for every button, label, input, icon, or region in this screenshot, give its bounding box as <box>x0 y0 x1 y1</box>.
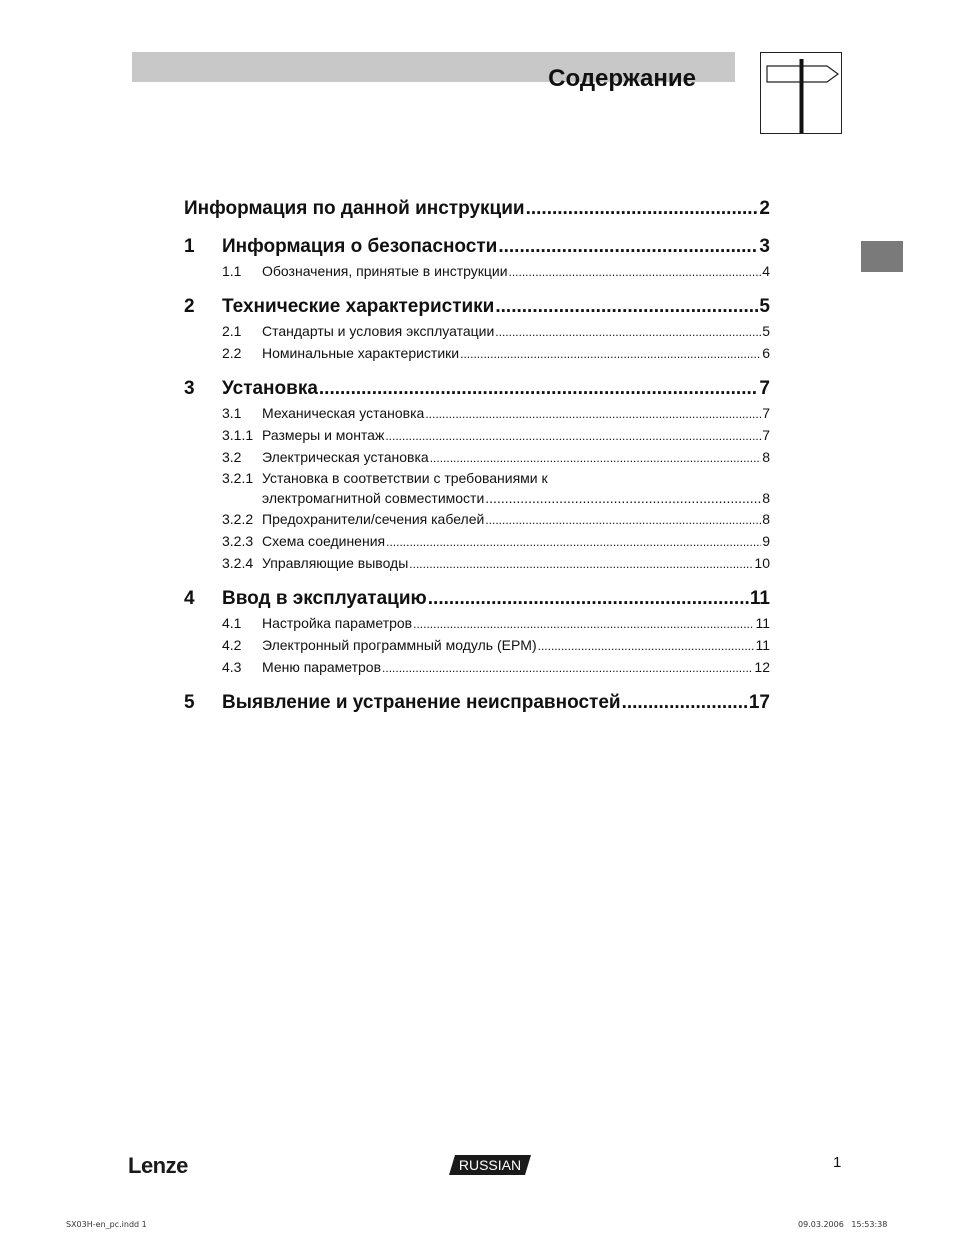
toc-item-4-1[interactable] <box>184 612 770 634</box>
dot-leader <box>382 657 753 678</box>
toc-title: Управляющие выводы <box>262 555 409 571</box>
toc-num: 4.3 <box>222 659 242 675</box>
toc-item-3-2-2[interactable] <box>184 508 770 530</box>
dot-leader <box>319 376 759 402</box>
toc-num: 3.2.1 <box>222 470 254 486</box>
toc-section-4[interactable] <box>184 586 770 612</box>
toc-page: 11 <box>755 637 770 653</box>
toc-title: Ввод в эксплуатацию <box>222 588 427 609</box>
lenze-logo: Lenze <box>128 1153 188 1178</box>
toc-title: Схема соединения <box>262 533 386 549</box>
section-tab-marker <box>861 241 903 272</box>
page-number: 1 <box>833 1154 842 1171</box>
toc-title: Предохранители/сечения кабелей <box>262 511 485 527</box>
toc-page: 5 <box>762 323 770 339</box>
toc-num: 3.1 <box>222 405 242 421</box>
dot-leader <box>498 234 758 260</box>
toc-section-1[interactable] <box>184 234 770 260</box>
toc-title: Информация по данной инструкции <box>184 198 525 219</box>
toc-title: Установка <box>222 378 318 399</box>
toc-page: 9 <box>762 533 770 549</box>
toc-num: 4 <box>184 588 195 609</box>
dot-leader <box>526 196 759 222</box>
page-title: Содержание <box>548 65 696 92</box>
toc-item-4-2[interactable] <box>184 634 770 656</box>
toc-page: 7 <box>762 405 770 421</box>
dot-leader <box>485 488 761 508</box>
toc-title: Технические характеристики <box>222 296 495 317</box>
dot-leader <box>430 447 762 468</box>
dot-leader <box>622 690 748 716</box>
toc-title: Настройка параметров <box>262 615 413 631</box>
toc-title: Размеры и монтаж <box>262 427 385 443</box>
toc-title: Установка в соответствии с требованиями к <box>262 470 548 486</box>
dot-leader <box>485 509 761 530</box>
toc-num: 3 <box>184 378 195 399</box>
language-badge <box>449 1155 531 1175</box>
toc-num: 2 <box>184 296 195 317</box>
dot-leader <box>495 321 761 342</box>
toc-item-3-1-1[interactable] <box>184 424 770 446</box>
toc-num: 5 <box>184 692 195 713</box>
dot-leader <box>386 531 761 552</box>
toc-num: 3.1.1 <box>222 427 254 443</box>
toc-page: 4 <box>762 263 770 279</box>
dot-leader <box>509 261 762 282</box>
toc-page: 10 <box>754 555 770 571</box>
toc-item-3-2-1-continued[interactable] <box>184 488 770 508</box>
dot-leader <box>538 635 755 656</box>
toc-title: Механическая установка <box>262 405 425 421</box>
toc-num: 1 <box>184 236 195 257</box>
toc-item-2-1[interactable] <box>184 320 770 342</box>
toc-num: 2.1 <box>222 323 242 339</box>
toc-page: 11 <box>755 615 770 631</box>
toc-num: 3.2.2 <box>222 511 254 527</box>
toc-title: Информация о безопасности <box>222 236 498 257</box>
toc-page: 7 <box>759 378 770 399</box>
toc-section-5[interactable] <box>184 690 770 716</box>
dot-leader <box>409 553 753 574</box>
dot-leader <box>385 425 761 446</box>
toc-item-4-3[interactable] <box>184 656 770 678</box>
toc-title: Меню параметров <box>262 659 382 675</box>
toc-title: Выявление и устранение неисправностей <box>222 692 621 713</box>
toc-page: 8 <box>762 449 770 465</box>
toc-num: 3.2 <box>222 449 242 465</box>
toc-item-2-2[interactable] <box>184 342 770 364</box>
toc-title: Электрическая установка <box>262 449 429 465</box>
dot-leader <box>428 586 749 612</box>
toc-num: 3.2.3 <box>222 533 254 549</box>
dot-leader <box>460 343 761 364</box>
toc-item-1-1[interactable] <box>184 260 770 282</box>
toc-title: Электронный программный модуль (EPM) <box>262 637 537 653</box>
toc-page: 12 <box>754 659 770 675</box>
print-timestamp: 09.03.2006 15:53:38 <box>798 1220 888 1229</box>
toc-item-3-2-4[interactable] <box>184 552 770 574</box>
toc-item-3-2-1[interactable] <box>184 468 770 488</box>
toc-title: Стандарты и условия эксплуатации <box>262 323 495 339</box>
toc-page: 6 <box>762 345 770 361</box>
toc-title: Обозначения, принятые в инструкции <box>262 263 508 279</box>
toc-num: 3.2.4 <box>222 555 254 571</box>
toc-num: 2.2 <box>222 345 242 361</box>
toc-page: 5 <box>759 296 770 317</box>
toc-item-3-2-3[interactable] <box>184 530 770 552</box>
toc-item-3-1[interactable] <box>184 402 770 424</box>
toc-page: 3 <box>759 236 770 257</box>
toc-page: 17 <box>748 692 770 713</box>
toc-page: 2 <box>759 198 770 219</box>
toc-entry-intro[interactable] <box>184 196 770 222</box>
signpost-icon <box>760 52 842 134</box>
dot-leader <box>413 613 754 634</box>
toc-page: 11 <box>749 588 770 609</box>
table-of-contents <box>184 196 770 716</box>
dot-leader <box>495 294 758 320</box>
toc-title-continued: электромагнитной совместимости <box>262 490 485 506</box>
toc-page: 8 <box>762 490 770 506</box>
toc-title: Номинальные характеристики <box>262 345 460 361</box>
toc-section-3[interactable] <box>184 376 770 402</box>
toc-item-3-2[interactable] <box>184 446 770 468</box>
toc-page: 7 <box>762 427 770 443</box>
toc-num: 4.1 <box>222 615 242 631</box>
dot-leader <box>425 403 761 424</box>
language-label: RUSSIAN <box>458 1157 522 1173</box>
toc-page: 8 <box>762 511 770 527</box>
toc-section-2[interactable] <box>184 294 770 320</box>
print-file-slug: SX03H-en_pc.indd 1 <box>66 1220 147 1229</box>
toc-num: 1.1 <box>222 263 242 279</box>
toc-num: 4.2 <box>222 637 242 653</box>
